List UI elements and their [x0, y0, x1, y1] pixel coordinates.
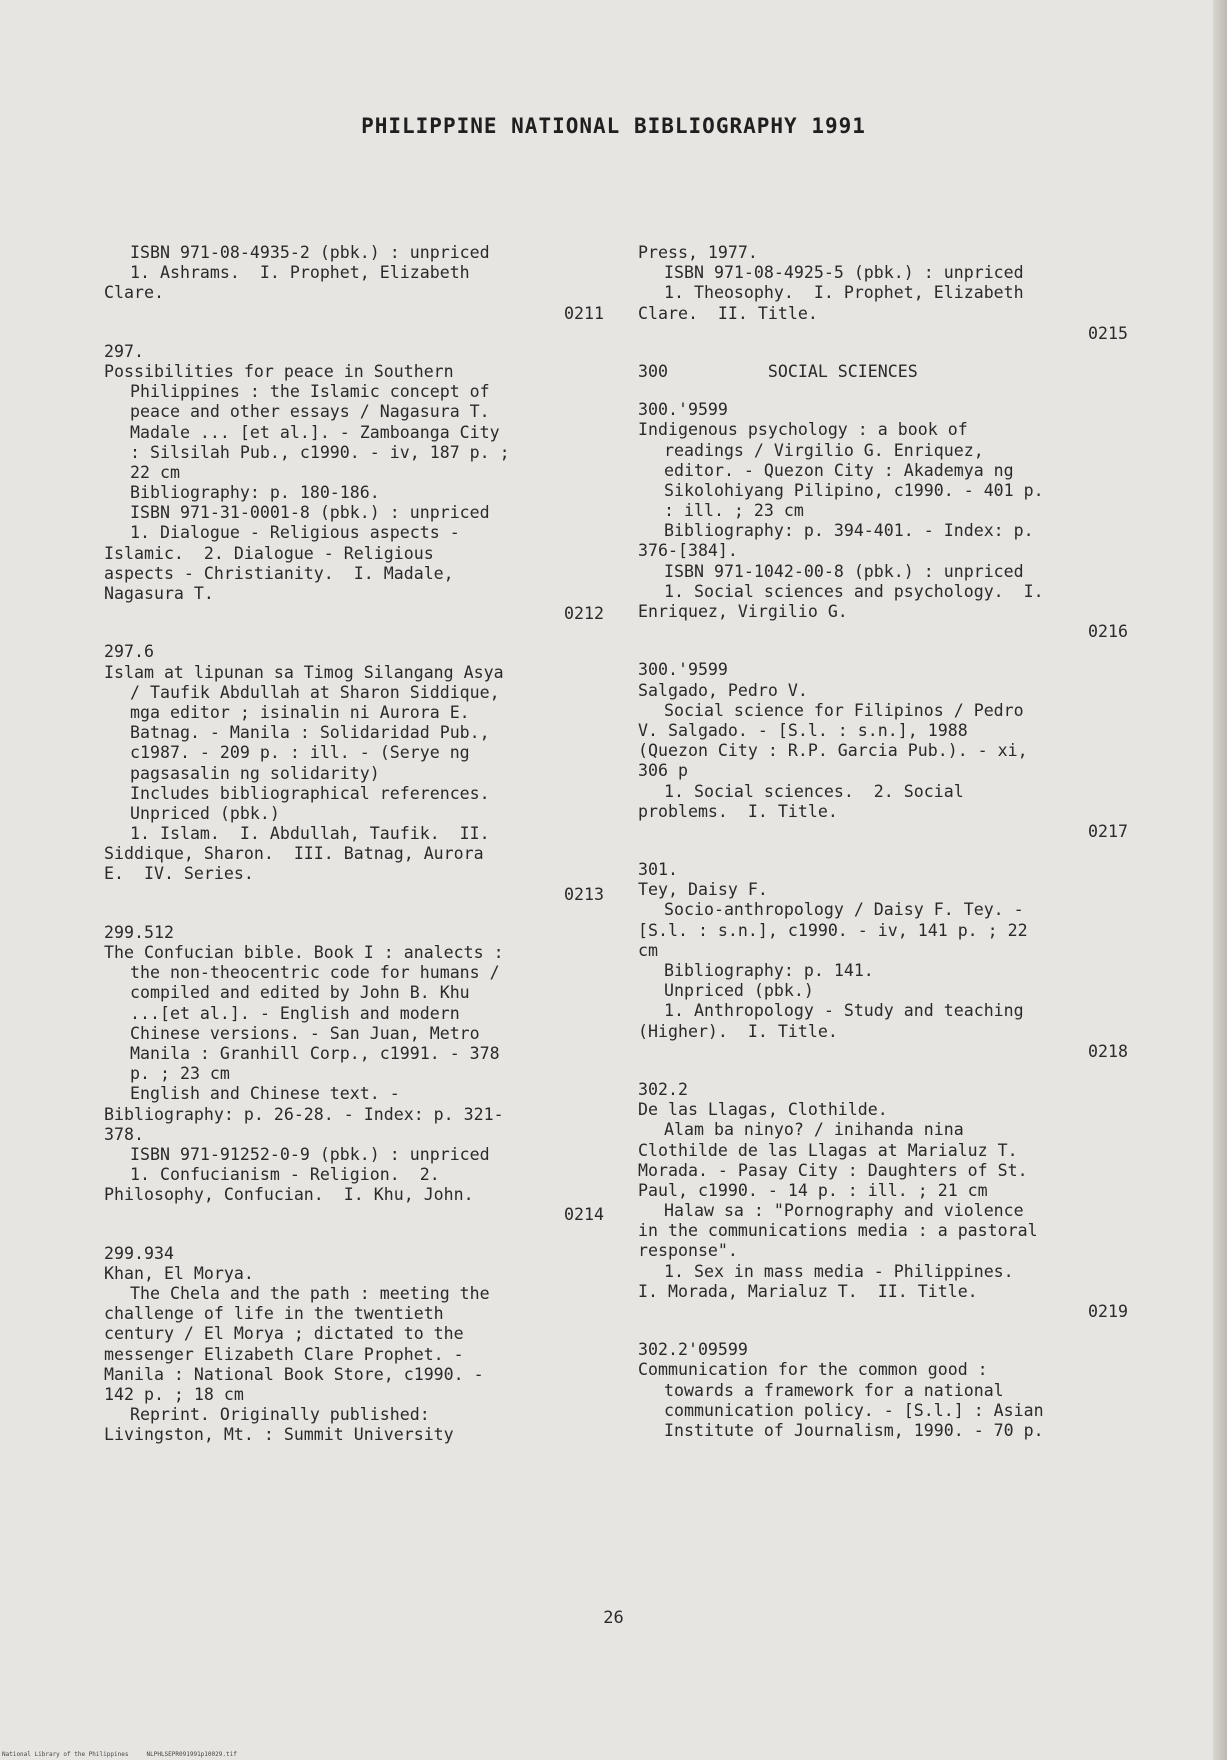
entry-line: Islam at lipunan sa Timog Silangang Asya [104, 662, 504, 682]
entry-line: 300.'9599 [638, 660, 728, 680]
bibliography-entry [638, 243, 1128, 344]
entry-line: challenge of life in the twentieth [104, 1304, 444, 1324]
entry-line: 299.934 [104, 1243, 174, 1263]
entry-line: The Chela and the path : meeting the [130, 1284, 490, 1303]
entry-line: response". [638, 1241, 738, 1261]
entry-line: De las Llagas, Clothilde. [638, 1100, 888, 1120]
entry-number: 0211 [564, 303, 604, 323]
entry-line: 302.2'09599 [638, 1340, 748, 1360]
bibliography-entry [104, 1244, 604, 1446]
entry-line: ISBN 971-91252-0-9 (pbk.) : unpriced [130, 1144, 490, 1164]
entry-line: Khan, El Morya. [104, 1263, 254, 1283]
entry-line: aspects - Christianity. I. Madale, [104, 563, 454, 583]
entry-line: Press, 1977. [638, 243, 758, 262]
entry-line: Unpriced (pbk.) [130, 803, 280, 823]
entry-line: Alam ba ninyo? / inihanda nina [664, 1120, 964, 1140]
entry-line: compiled and edited by John B. Khu [130, 983, 470, 1003]
entry-line: 1. Sex in mass media - Philippines. [664, 1261, 1014, 1281]
entry-line: 1. Ashrams. I. Prophet, Elizabeth [130, 263, 470, 283]
entry-line: Philosophy, Confucian. I. Khu, John. [104, 1185, 474, 1205]
entry-number: 0215 [1088, 323, 1128, 343]
entry-line: 1. Social sciences and psychology. I. [664, 581, 1044, 601]
entry-line: Communication for the common good : [638, 1360, 988, 1380]
section-heading: 300 SOCIAL SCIENCES [638, 361, 918, 381]
entry-line: Morada. - Pasay City : Daughters of St. [638, 1160, 1028, 1180]
entry-line: Includes bibliographical references. [130, 783, 490, 803]
entry-line: (Quezon City : R.P. Garcia Pub.). - xi, [638, 741, 1028, 761]
left-column [104, 243, 604, 1464]
entry-line: 142 p. ; 18 cm [104, 1384, 244, 1404]
entry-line: 1. Dialogue - Religious aspects - [130, 523, 460, 543]
entry-line: Tey, Daisy F. [638, 880, 768, 900]
entry-line: cm [638, 940, 658, 960]
entry-line: 306 p [638, 761, 688, 781]
entry-line: Clare. [104, 283, 164, 303]
entry-line: 22 cm [130, 462, 180, 482]
entry-line: Manila : National Book Store, c1990. - [104, 1364, 484, 1384]
entry-line: 1. Social sciences. 2. Social [664, 781, 964, 801]
entry-line: Islamic. 2. Dialogue - Religious [104, 543, 434, 563]
entry-line: peace and other essays / Nagasura T. [130, 402, 490, 422]
entry-line: Halaw sa : "Pornography and violence [664, 1201, 1024, 1221]
entry-line: Sikolohiyang Pilipino, c1990. - 401 p. [664, 480, 1044, 500]
bibliography-entry [638, 1080, 1128, 1322]
entry-line: ISBN 971-08-4935-2 (pbk.) : unpriced [130, 243, 490, 262]
entry-number: 0219 [1088, 1302, 1128, 1322]
bibliography-entry [638, 860, 1128, 1062]
entry-number: 0213 [564, 884, 604, 904]
entry-line: ISBN 971-31-0001-8 (pbk.) : unpriced [130, 503, 490, 523]
entry-line: Madale ... [et al.]. - Zamboanga City [130, 422, 500, 442]
entry-line: Clothilde de las Llagas at Marialuz T. [638, 1140, 1018, 1160]
bibliography-entry [104, 642, 604, 904]
entry-line: 302.2 [638, 1079, 688, 1099]
entry-line: towards a framework for a national [664, 1380, 1004, 1400]
entry-line: Livingston, Mt. : Summit University [104, 1425, 454, 1445]
entry-line: ...[et al.]. - English and modern [130, 1003, 460, 1023]
entry-line: 301. [638, 860, 678, 880]
entry-line: Salgado, Pedro V. [638, 680, 808, 700]
entry-line: problems. I. Title. [638, 801, 838, 821]
entry-line: Enriquez, Virgilio G. [638, 602, 848, 622]
entry-line: 1. Confucianism - Religion. 2. [130, 1165, 440, 1185]
entry-line: Bibliography: p. 180-186. [130, 483, 380, 503]
entry-line: p. ; 23 cm [130, 1064, 230, 1084]
bibliography-entry [104, 923, 604, 1226]
entry-line: E. IV. Series. [104, 864, 254, 884]
entry-line: Nagasura T. [104, 584, 214, 603]
entry-line: Social science for Filipinos / Pedro [664, 700, 1024, 720]
bibliography-entry [638, 660, 1128, 842]
entry-line: Philippines : the Islamic concept of [130, 382, 490, 402]
entry-line: 297. [104, 341, 144, 361]
entry-line: Institute of Journalism, 1990. - 70 p. [664, 1420, 1044, 1440]
entry-line: communication policy. - [S.l.] : Asian [664, 1400, 1044, 1420]
page-edge-shadow [1213, 0, 1227, 1760]
bibliography-entry [638, 400, 1128, 642]
entry-line: Siddique, Sharon. III. Batnag, Aurora [104, 844, 484, 864]
entry-line: Unpriced (pbk.) [664, 981, 814, 1001]
scan-footer: National Library of the Philippines NLPHLSEPR091991p10029.tif [2, 1751, 237, 1758]
bibliography-entry [638, 1340, 1128, 1441]
bibliography-entry [104, 342, 604, 625]
entry-line: 300.'9599 [638, 400, 728, 420]
entry-line: : Silsilah Pub., c1990. - iv, 187 p. ; [130, 442, 510, 462]
entry-line: English and Chinese text. - [130, 1084, 400, 1104]
entry-line: 299.512 [104, 922, 174, 942]
entry-line: 1. Theosophy. I. Prophet, Elizabeth [664, 283, 1024, 303]
entry-number: 0217 [1088, 821, 1128, 841]
entry-line: Bibliography: p. 141. [664, 961, 874, 981]
entry-number: 0214 [564, 1205, 604, 1225]
entry-line: Reprint. Originally published: [130, 1405, 430, 1425]
entry-line: messenger Elizabeth Clare Prophet. - [104, 1344, 464, 1364]
entry-line: mga editor ; isinalin ni Aurora E. [130, 702, 470, 722]
entry-line: editor. - Quezon City : Akademya ng [664, 460, 1014, 480]
entry-line: ISBN 971-1042-00-8 (pbk.) : unpriced [664, 561, 1024, 581]
entry-line: Bibliography: p. 26-28. - Index: p. 321- [104, 1104, 504, 1124]
entry-line: Bibliography: p. 394-401. - Index: p. [664, 521, 1034, 541]
entry-line: 1. Islam. I. Abdullah, Taufik. II. [130, 824, 490, 844]
entry-line: pagsasalin ng solidarity) [130, 763, 380, 783]
entry-line: Manila : Granhill Corp., c1991. - 378 [130, 1043, 500, 1063]
entry-line: 376-[384]. [638, 541, 738, 561]
entry-line: V. Salgado. - [S.l. : s.n.], 1988 [638, 720, 968, 740]
page-title: PHILIPPINE NATIONAL BIBLIOGRAPHY 1991 [361, 114, 866, 138]
entry-line: in the communications media : a pastoral [638, 1221, 1038, 1241]
entry-line: 378. [104, 1124, 144, 1144]
entry-line: Clare. II. Title. [638, 303, 818, 323]
entry-line: Chinese versions. - San Juan, Metro [130, 1023, 480, 1043]
entry-number: 0212 [564, 604, 604, 624]
entry-line: ISBN 971-08-4925-5 (pbk.) : unpriced [664, 263, 1024, 283]
entry-line: the non-theocentric code for humans / [130, 963, 500, 983]
entry-line: I. Morada, Marialuz T. II. Title. [638, 1281, 978, 1301]
entry-number: 0216 [1088, 622, 1128, 642]
entry-line: Indigenous psychology : a book of [638, 420, 968, 440]
entry-line: [S.l. : s.n.], c1990. - iv, 141 p. ; 22 [638, 920, 1028, 940]
entry-line: 1. Anthropology - Study and teaching [664, 1001, 1024, 1021]
entry-line: / Taufik Abdullah at Sharon Siddique, [130, 682, 500, 702]
entry-line: c1987. - 209 p. : ill. - (Serye ng [130, 743, 470, 763]
entry-line: (Higher). I. Title. [638, 1021, 838, 1041]
entry-line: 297.6 [104, 642, 154, 662]
page-number: 26 [603, 1608, 624, 1628]
entry-line: Possibilities for peace in Southern [104, 361, 454, 381]
entry-line: readings / Virgilio G. Enriquez, [664, 440, 984, 460]
entry-line: century / El Morya ; dictated to the [104, 1324, 464, 1344]
entry-line: Batnag. - Manila : Solidaridad Pub., [130, 723, 490, 743]
entry-line: : ill. ; 23 cm [664, 501, 804, 521]
right-column [638, 243, 1128, 1459]
entry-number: 0218 [1088, 1041, 1128, 1061]
entry-line: Socio-anthropology / Daisy F. Tey. - [664, 900, 1024, 920]
entry-line: The Confucian bible. Book I : analects : [104, 943, 504, 962]
entry-line: Paul, c1990. - 14 p. : ill. ; 21 cm [638, 1180, 988, 1200]
bibliography-entry [104, 243, 604, 324]
